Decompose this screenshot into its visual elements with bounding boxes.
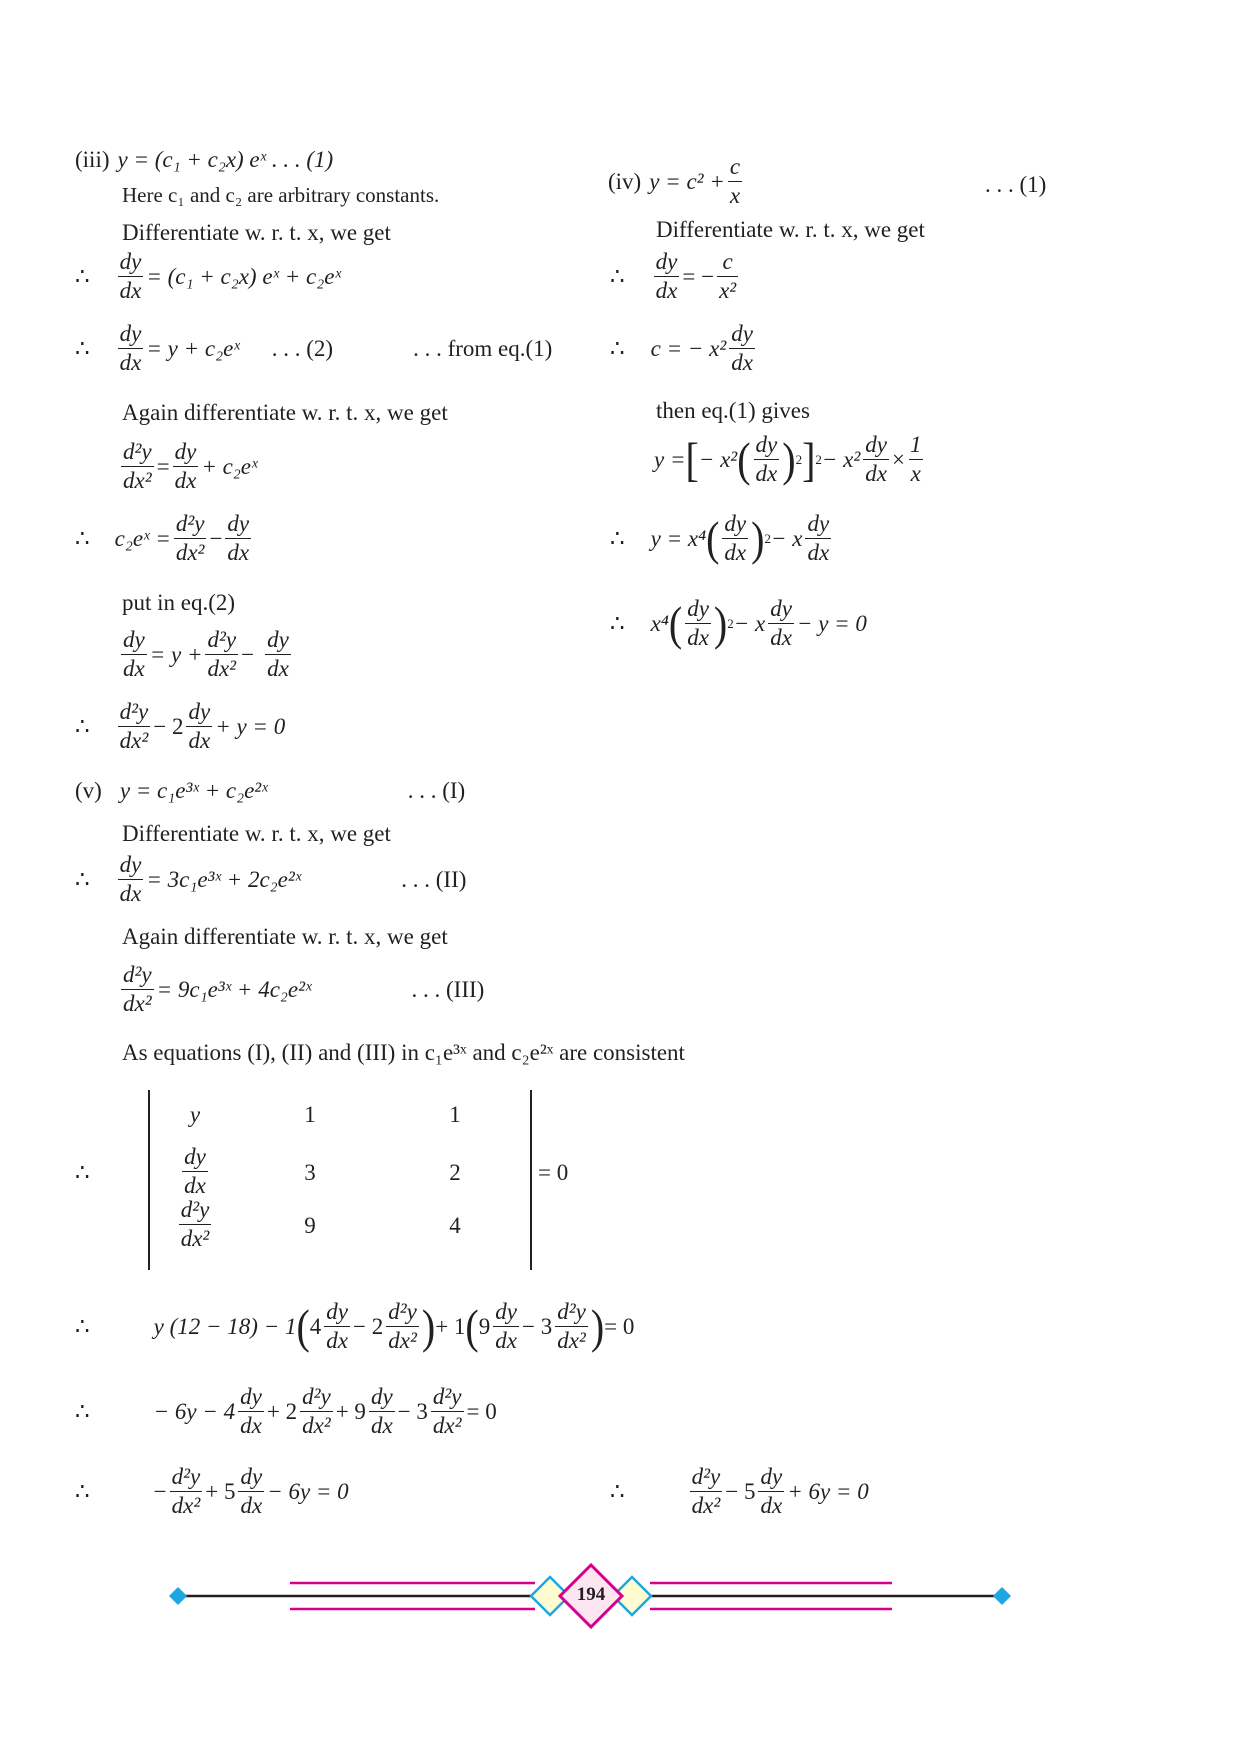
therefore-symbol: ∴	[75, 335, 90, 361]
equation-g-rhs: = 3c₁e³ˣ + 2c₂e²ˣ	[146, 866, 302, 892]
det-cell-d2ydx2: $\frac{\text{d²y}}{\text{dx²}}$	[180, 1197, 210, 1252]
fraction-d2y-dx2: $\frac{\text{d²y}}{\text{dx²}}$	[119, 699, 149, 754]
again-differentiate-2: Again differentiate w. r. t. x, we get	[122, 924, 448, 949]
equation-h-rhs: = 9c₁e³ˣ + 4c₂e²ˣ	[156, 976, 312, 1002]
fraction-dy-dx: $\frac{dy}{dx}$	[227, 511, 250, 566]
page-number: 194	[576, 1584, 606, 1605]
fraction-dy-dx: $\frac{dy}{dx}$	[119, 321, 142, 376]
determinant	[148, 1090, 532, 1270]
therefore-symbol: ∴	[75, 525, 90, 551]
expansion-2-start: − 6y − 4	[153, 1398, 236, 1424]
det-cell: 3	[304, 1160, 316, 1185]
part-v-equation: y = c₁e³ˣ + c₂e²ˣ	[119, 778, 268, 803]
then-eq1-gives: then eq.(1) gives	[656, 398, 810, 423]
det-cell-dydx: $\frac{dy}{dx}$	[184, 1144, 206, 1199]
therefore-symbol: ∴	[75, 1160, 90, 1185]
equation-f-mid: − 2	[153, 713, 184, 739]
fraction-d2y-dx2: $\frac{\text{d²y}}{\text{dx²}}$	[123, 962, 152, 1017]
right-diamond-icon	[993, 1587, 1011, 1605]
det-cell: 2	[449, 1160, 461, 1185]
fraction-d2y-dx2: $\frac{\text{d²y}}{\text{dx²}}$	[207, 627, 237, 682]
consistency-statement: As equations (I), (II) and (III) in c₁e³ˣ and c₂e²ˣ are consistent	[122, 1040, 685, 1065]
part-iv-equation: y = c² +	[649, 168, 725, 194]
part-iv-tag: . . . (1)	[985, 172, 1047, 197]
equation-c: $\frac{\text{d²y}}{\text{dx²}}$ = $\frac{dy}{dx}$ + c₂eˣ	[123, 439, 258, 494]
left-diamond-icon	[169, 1587, 187, 1605]
iv-equation-d: ∴ y = x⁴ ( $\frac{dy}{dx}$ ) 2 − x $\frac{dy}{dx}$	[610, 511, 830, 566]
iv-equation-b: ∴ c = − x² $\frac{dy}{dx}$	[610, 321, 753, 376]
expansion-3: ∴ − $\frac{\text{d²y}}{\text{dx²}}$ + 5 $\frac{dy}{dx}$ − 6y = 0	[75, 1464, 349, 1519]
determinant-equals: = 0	[538, 1160, 569, 1185]
equation-a	[75, 250, 341, 303]
part-iii-equation: y = (c₁ + c₂x) eˣ . . . (1)	[117, 147, 334, 172]
iv-equation-c: y = [ − x² ( $\frac{dy}{dx}$ ) 2 ] 2 − x² $\frac{dy}{dx}$ × $\frac{1}{x}$	[654, 432, 922, 487]
part-iii-label: (iii)	[75, 147, 110, 172]
part-v-heading	[75, 778, 465, 804]
equation-a-rhs: = (c₁ + c₂x) eˣ + c₂eˣ	[146, 263, 341, 289]
fraction-dy-dx: $\frac{dy}{dx}$	[267, 627, 289, 682]
fraction-dy-dx: $\frac{dy}{dx}$	[119, 249, 142, 304]
therefore-symbol: ∴	[75, 1398, 90, 1424]
equation-e: $\frac{dy}{dx}$ = y + $\frac{\text{d²y}}{\text{dx²}}$ − $\frac{dy}{dx}$	[123, 627, 289, 682]
iv-equation-a: ∴ $\frac{dy}{dx}$ = − $\frac{c}{\text{x²}}$	[610, 249, 737, 304]
expansion-2: ∴ − 6y − 4 $\frac{dy}{dx}$ + 2 $\frac{\text{d²y}}{\text{dx²}}$ + 9 $\frac{dy}{dx}$ − 3 $\frac{\text{d²y}}{\text{dx²}}$ = 0	[75, 1384, 497, 1439]
part-iii-note: Here c₁ and c₂ are arbitrary constants.	[122, 183, 440, 207]
equation-b-rhs: = y + c₂eˣ	[146, 335, 240, 361]
equation-g	[75, 853, 466, 906]
det-cell: 9	[304, 1213, 316, 1238]
fraction-dy-dx: $\frac{dy}{dx}$	[188, 699, 211, 754]
equation-b-tag: . . . (2)	[271, 335, 334, 361]
therefore-symbol: ∴	[75, 1478, 90, 1504]
put-in-eq2: put in eq.(2)	[122, 590, 236, 615]
equation-e-mid: = y +	[149, 641, 203, 667]
fraction-dy-dx: $\frac{dy}{dx}$	[119, 852, 142, 907]
equation-d: ∴ c₂eˣ = $\frac{\text{d²y}}{\text{dx²}}$ − $\frac{dy}{dx}$	[75, 511, 250, 566]
equation-f	[75, 700, 285, 753]
differentiate-line-2: Differentiate w. r. t. x, we get	[122, 821, 391, 846]
determinant-therefore	[75, 1160, 90, 1186]
equation-d-lhs: c₂eˣ =	[114, 525, 171, 551]
expansion-1-start: y (12 − 18) − 1	[153, 1313, 297, 1339]
part-iii-heading	[75, 147, 333, 173]
therefore-symbol: ∴	[75, 1313, 90, 1339]
part-v-tag: . . . (I)	[407, 778, 466, 803]
therefore-symbol: ∴	[610, 335, 625, 361]
det-cell: 1	[304, 1102, 316, 1127]
fraction-d2y-dx2: $\frac{\text{d²y}}{\text{dx²}}$	[123, 439, 152, 494]
fraction-dy-dx: $\frac{dy}{dx}$	[174, 439, 197, 494]
therefore-symbol: ∴	[610, 610, 625, 636]
fraction-dy-dx: $\frac{dy}{dx}$	[123, 627, 145, 682]
differentiate-line-iv: Differentiate w. r. t. x, we get	[656, 217, 925, 242]
equation-f-end: + y = 0	[215, 713, 286, 739]
therefore-symbol: ∴	[610, 1478, 625, 1504]
equation-h	[118, 963, 484, 1016]
expansion-1: ∴ y (12 − 18) − 1 ( 4 $\frac{dy}{dx}$ − 2 $\frac{\text{d²y}}{\text{dx²}}$ ) + 1 ( 9 $\frac{dy}{dx}$ − 3 $\frac{\text{d²y}}{\text{dx²}}$ ) = 0	[75, 1299, 635, 1354]
final-equation: ∴ $\frac{\text{d²y}}{\text{dx²}}$ − 5 $\frac{dy}{dx}$ + 6y = 0	[610, 1464, 869, 1519]
part-v-label: (v)	[75, 778, 102, 803]
differentiate-line-1: Differentiate w. r. t. x, we get	[122, 220, 391, 245]
therefore-symbol: ∴	[610, 263, 625, 289]
therefore-symbol: ∴	[75, 713, 90, 739]
part-iv-heading: (iv) y = c² + $\frac{c}{x}$	[608, 154, 741, 209]
equation-b	[75, 322, 552, 375]
det-cell-y: y	[189, 1102, 201, 1127]
therefore-symbol: ∴	[610, 525, 625, 551]
therefore-symbol: ∴	[75, 263, 90, 289]
again-differentiate-1: Again differentiate w. r. t. x, we get	[122, 400, 448, 425]
equation-g-tag: . . . (II)	[401, 866, 467, 892]
equation-c-rhs: + c₂eˣ	[201, 453, 258, 479]
equation-b-source: . . . from eq.(1)	[413, 335, 553, 361]
therefore-symbol: ∴	[75, 866, 90, 892]
det-cell: 4	[449, 1213, 461, 1238]
det-cell: 1	[449, 1102, 461, 1127]
part-iv-label: (iv)	[608, 168, 642, 194]
fraction-d2y-dx2: $\frac{\text{d²y}}{\text{dx²}}$	[175, 511, 205, 566]
equation-h-tag: . . . (III)	[411, 976, 485, 1002]
iv-equation-e: ∴ x⁴ ( $\frac{dy}{dx}$ ) 2 − x $\frac{dy}{dx}$ − y = 0	[610, 596, 867, 651]
